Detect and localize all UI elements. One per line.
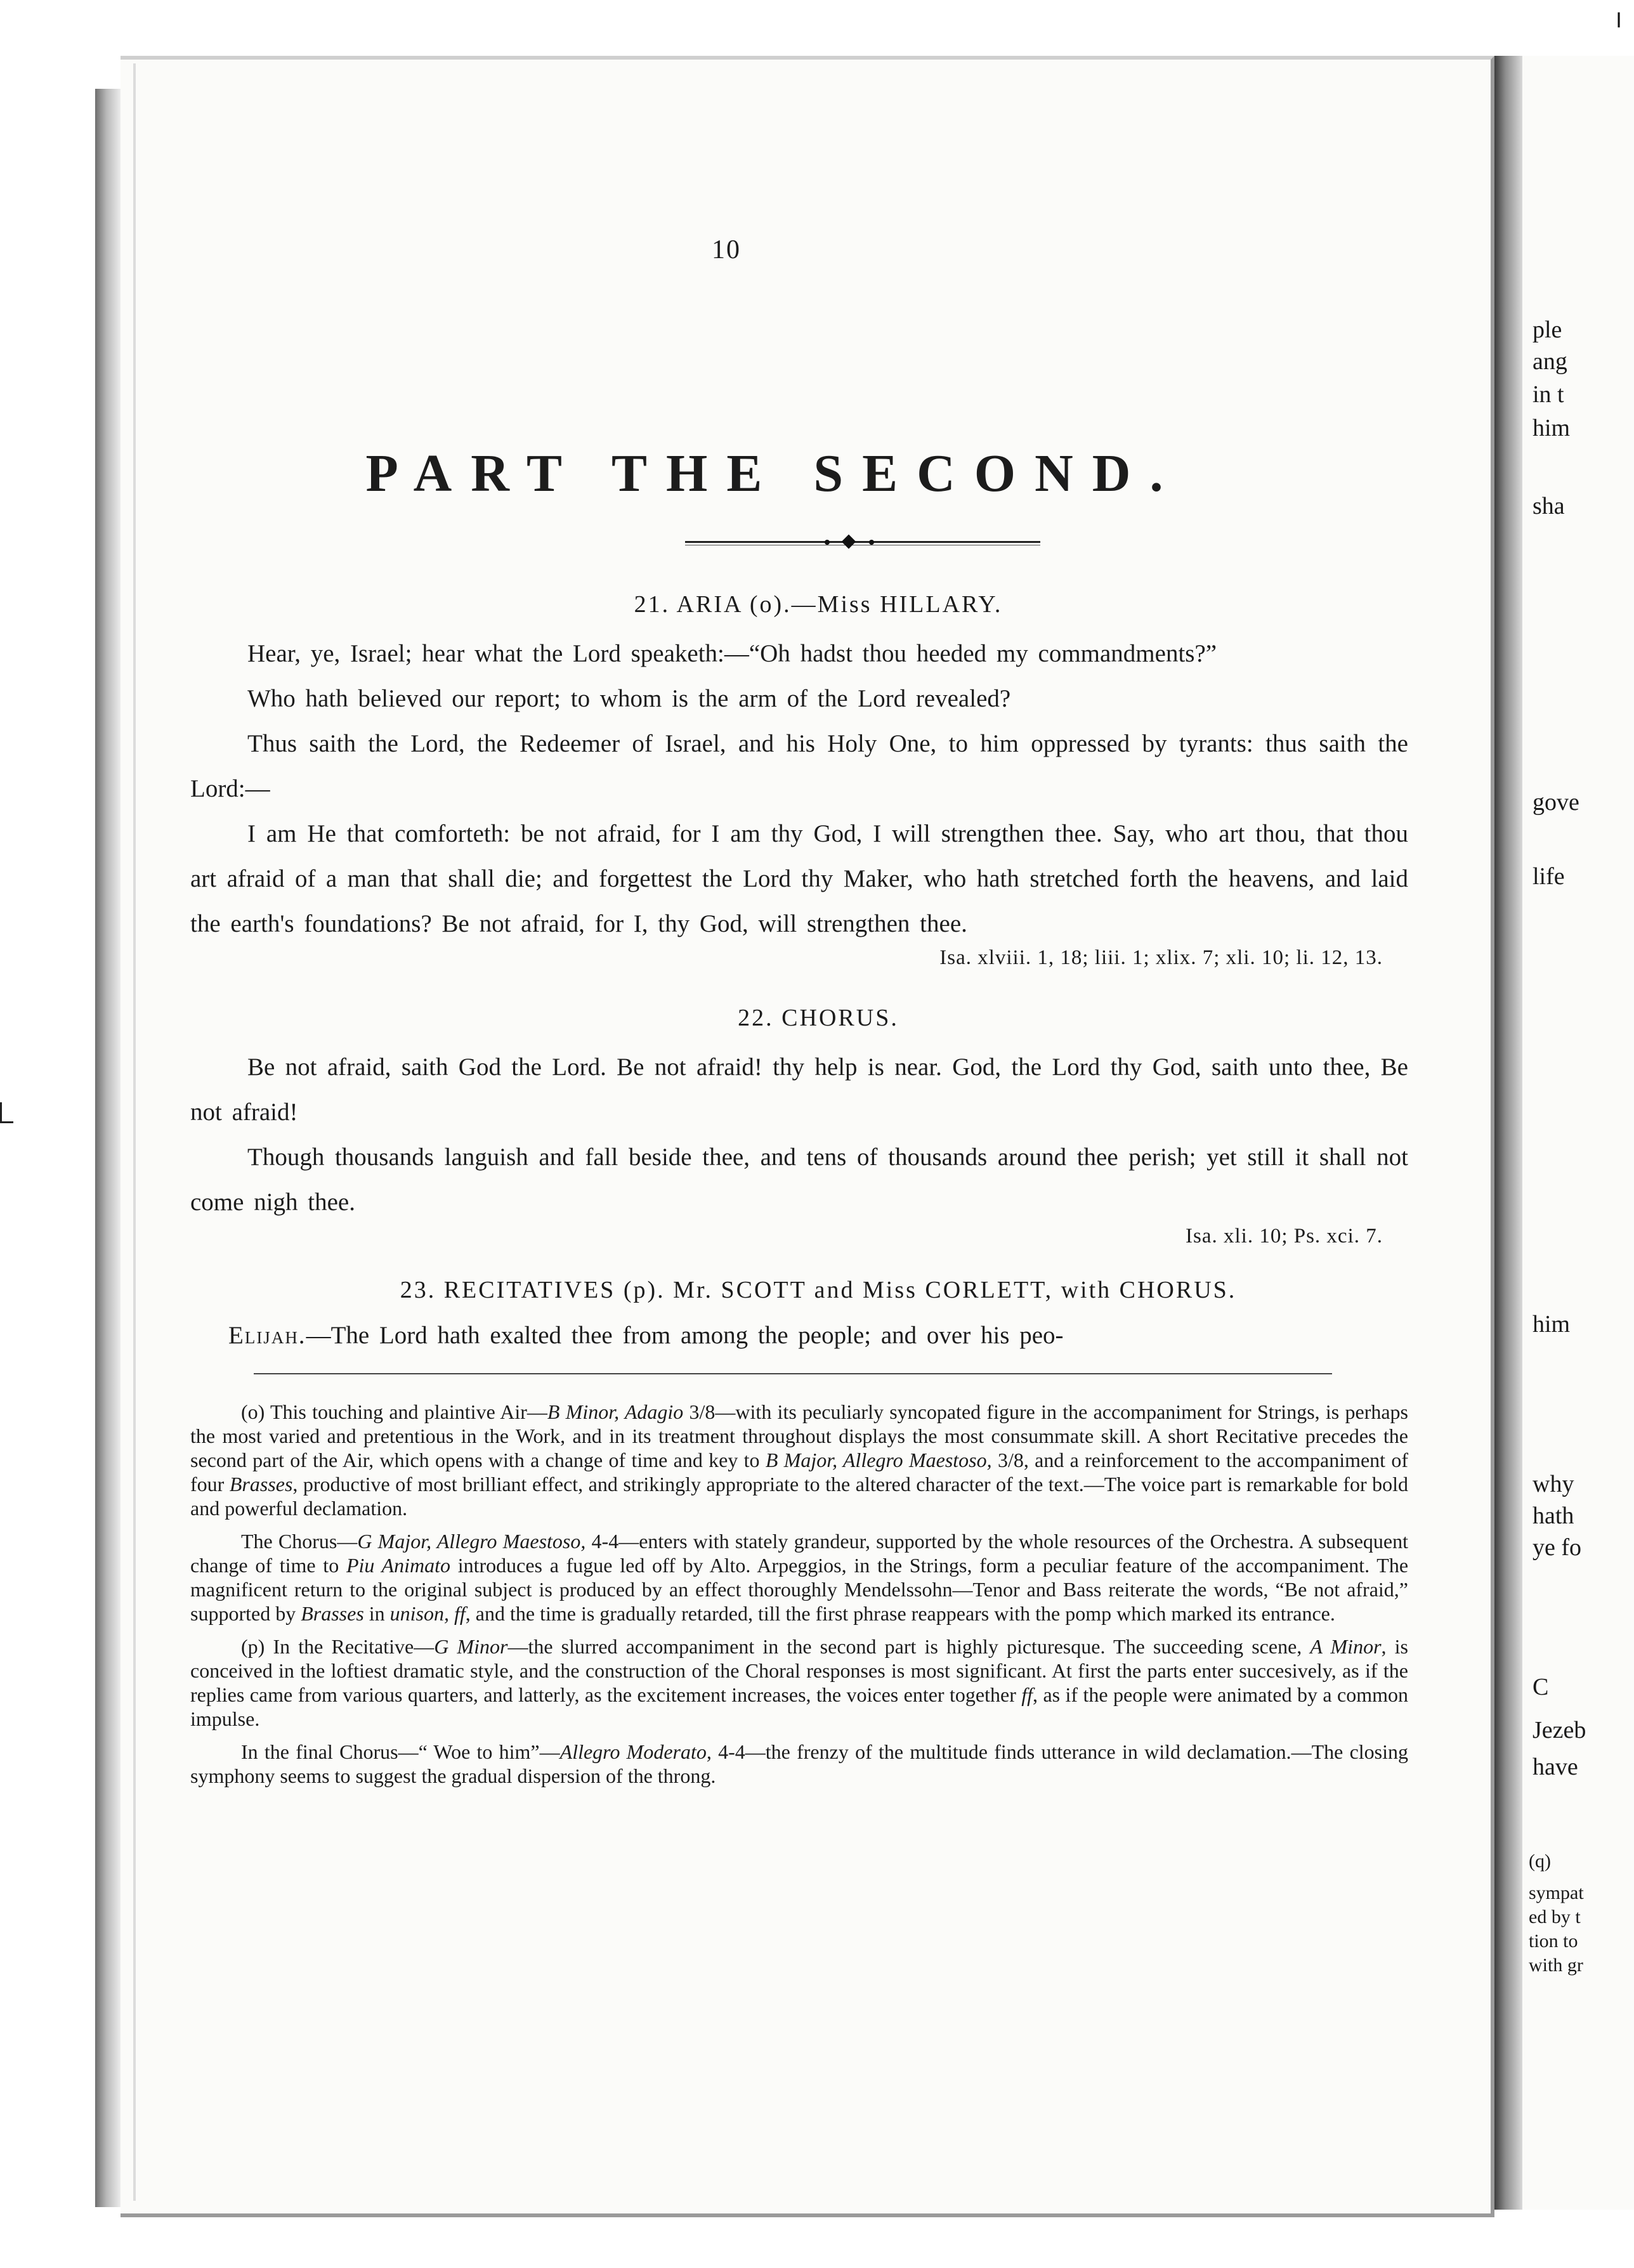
scan-corner-mark: ╵ [1611, 13, 1627, 42]
key-signature: G Major, Allegro Maestoso, [357, 1530, 586, 1553]
footnote-text: In the Recitative— [265, 1635, 435, 1658]
page-number: 10 [712, 235, 741, 264]
footnote-text: —the slurred accompaniment in the second part is highly picturesque. The succeeding scene, [507, 1635, 1310, 1658]
footnote-text: introduces a fugue led off by Alto. Arpeggios, in the Strings, form a peculiar feature of the accompaniment. The magnificent return to the original subject is produced by an effect thoroughly Mendelssohn—Tenor and Bass reiterate the words, “Be not afraid,” supported by [190, 1554, 1409, 1625]
tempo-term: Piu Animato [346, 1554, 450, 1577]
time-signature: 3/8 [689, 1400, 716, 1423]
verse-text: —The Lord hath exalted thee from among the people; and over his peo- [306, 1322, 1064, 1349]
ornament-dot [825, 540, 830, 545]
title-ornament [685, 536, 1040, 547]
footnote-label: (p) [241, 1635, 265, 1658]
section-heading-chorus: 22. CHORUS. [738, 1005, 899, 1031]
ornament-rule [685, 541, 1040, 543]
verse-paragraph [190, 1313, 1408, 1358]
footnote-text: The Chorus— [241, 1530, 358, 1553]
instrument-term: Brasses [301, 1602, 364, 1625]
fragment: him [1533, 1311, 1571, 1338]
part-title: PART THE SECOND. [365, 444, 1182, 503]
footnote-p [190, 1634, 1408, 1731]
verse-paragraph: Though thousands languish and fall beside thee, and tens of thousands around thee perish; yet still it shall not come nigh thee. [190, 1144, 1408, 1216]
fragment: ple [1533, 316, 1562, 343]
key-signature: B Minor, Adagio [547, 1400, 684, 1423]
footnote-final-chorus [190, 1740, 1408, 1788]
fragment: C [1533, 1674, 1549, 1700]
footnote-text: in [363, 1602, 390, 1625]
footnote-text: —with its peculiarly syncopated figure in the accompaniment for Strings, is perhaps the most varied and pretentious in the Work, and in its treatment throughout displays the most consummate skill. A short Recitative precedes the second part of the Air, which opens with a change of time and key to [190, 1400, 1409, 1471]
verse-paragraph: I am He that comforteth: be not afraid, for I am thy God, I will strengthen thee. Say, who art thou, that thou art afraid of a man that shall die; and forgettest the Lord thy Maker, who hath stretched forth the heavens, and laid the earth's foundations? Be not afraid, for I, thy God, will strengthen thee. [190, 820, 1408, 937]
speaker-name: Elijah. [228, 1322, 306, 1349]
page-edge [133, 63, 136, 2201]
footnote-o [190, 1400, 1408, 1520]
verse-paragraph: Hear, ye, Israel; hear what the Lord speaketh:—“Oh hadst thou heeded my commandments?” [247, 640, 1217, 667]
footnote-text: 4-4—enters with stately grandeur, supported by the whole resources of the Orchestra. A subsequent change of time to [190, 1530, 1409, 1577]
scripture-reference: Isa. xlviii. 1, 18; liii. 1; xlix. 7; xli. 10; li. 12, 13. [939, 946, 1383, 969]
verse-paragraph: Thus saith the Lord, the Redeemer of Israel, and his Holy One, to him oppressed by tyrants: thus saith the Lord:— [190, 730, 1408, 802]
section-heading-aria: 21. ARIA (o).—Miss HILLARY. [634, 591, 1003, 618]
fragment: sha [1533, 493, 1565, 519]
key-signature: G Minor [434, 1635, 508, 1658]
footnote-text: This touching and plaintive Air— [270, 1400, 547, 1423]
fragment: life [1533, 863, 1565, 890]
fragment: Jezeb [1533, 1717, 1586, 1743]
spine-shadow [95, 89, 121, 2207]
footnote-chorus [190, 1529, 1408, 1626]
adjacent-page [1522, 56, 1634, 2210]
footnotes [190, 1400, 1408, 1788]
fragment: have [1533, 1754, 1578, 1780]
fragment: hath [1533, 1502, 1574, 1529]
fragment: ed by t [1529, 1906, 1581, 1927]
footnote-text: 4-4—the frenzy of the multitude finds utterance in wild declamation.—The closing symphony seems to suggest the gradual dispersion of the throng. [190, 1740, 1409, 1787]
fragment: sympat [1529, 1882, 1584, 1903]
ornament-diamond [842, 535, 856, 549]
footnote-label: (o) [241, 1400, 265, 1423]
tempo-term: Allegro Moderato, [559, 1740, 712, 1763]
ornament-dot [869, 540, 874, 545]
fragment: why [1533, 1471, 1574, 1497]
time-signature: 3/8 [997, 1449, 1024, 1471]
fragment: in t [1533, 381, 1564, 408]
fragment: ang [1533, 348, 1567, 375]
scan-margin [0, 0, 95, 2268]
scan-edge-mark [0, 1102, 13, 1123]
instrument-term: Brasses [229, 1473, 293, 1496]
scripture-reference: Isa. xli. 10; Ps. xci. 7. [1186, 1225, 1383, 1248]
footnote-text: , is conceived in the loftiest dramatic style, and the construction of the Choral responses is most significant. At first the parts enter succesively, as if the replies came from various quarters, and latterly, as the excitement increases, the voices enter together [190, 1635, 1409, 1706]
footnote-text: , productive of most brilliant effect, and strikingly appropriate to the altered character of the text.—The voice part is remarkable for bold and powerful declamation. [190, 1473, 1409, 1520]
section-heading-recitatives: 23. RECITATIVES (p). Mr. SCOTT and Miss CORLETT, with CHORUS. [400, 1277, 1237, 1303]
book-gutter [1494, 56, 1522, 2210]
fragment: with gr [1529, 1955, 1583, 1976]
dynamic-term: unison, ff [389, 1602, 466, 1625]
footnote-text: , and a reinforcement to the accompaniment of four [190, 1449, 1409, 1496]
key-signature: A Minor [1310, 1635, 1382, 1658]
verse-paragraph: Be not afraid, saith God the Lord. Be not afraid! thy help is near. God, the Lord thy God, saith unto thee, Be not afraid! [190, 1053, 1408, 1126]
fragment: ye fo [1533, 1534, 1582, 1561]
footnote-text: , and the time is gradually retarded, till the first phrase reappears with the pomp which marked its entrance. [465, 1602, 1335, 1625]
fragment: tion to [1529, 1931, 1578, 1952]
verse-paragraph: Who hath believed our report; to whom is the arm of the Lord revealed? [247, 685, 1011, 712]
fragment: gove [1533, 789, 1579, 816]
page-content [190, 235, 1408, 1797]
fragment: (q) [1529, 1851, 1551, 1872]
footnote-text: In the final Chorus—“ Woe to him”— [241, 1740, 560, 1763]
footnote-text: , as if the people were animated by a common impulse. [190, 1683, 1409, 1730]
key-signature: B Major, Allegro Maestoso, [765, 1449, 992, 1471]
fragment: him [1533, 415, 1571, 441]
footnote-rule [254, 1373, 1332, 1374]
dynamic-term: ff [1021, 1683, 1033, 1706]
